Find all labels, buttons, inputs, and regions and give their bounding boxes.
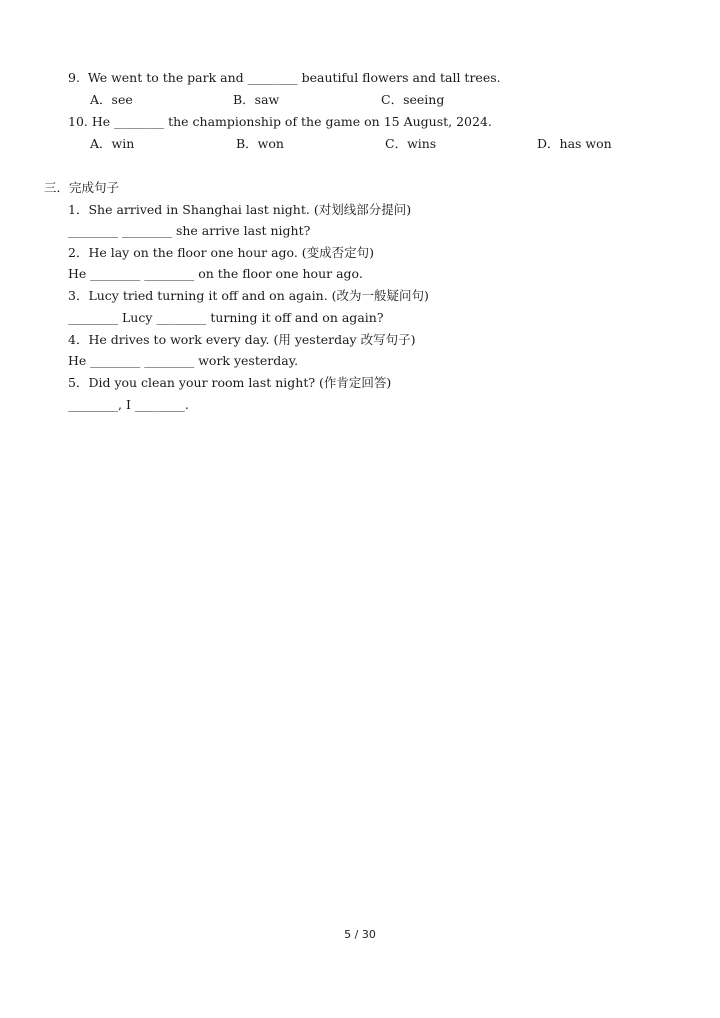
sentence-5-answer: ________, I ________. bbox=[68, 397, 189, 412]
sentence-2-answer: He ________ ________ on the floor one hour ago. bbox=[68, 266, 363, 281]
sentence-1-prompt: 1．She arrived in Shanghai last night. (对划线部分提问) bbox=[68, 202, 412, 217]
question-9-option-a: A．see bbox=[90, 92, 133, 107]
sentence-4-prompt: 4．He drives to work every day. (用 yesterday 改写句子) bbox=[68, 332, 416, 347]
sentence-5-prompt: 5．Did you clean your room last night? (作肯定回答) bbox=[68, 375, 392, 390]
page-number: 5 / 30 bbox=[344, 928, 376, 941]
sentence-3-prompt: 3．Lucy tried turning it off and on again. (改为一般疑问句) bbox=[68, 288, 429, 303]
question-10-option-b: B．won bbox=[236, 136, 284, 151]
question-10-option-c: C．wins bbox=[385, 136, 437, 151]
question-10-option-d: D．has won bbox=[537, 136, 612, 151]
section-heading: 三．完成句子 bbox=[44, 180, 120, 195]
sentence-2-prompt: 2．He lay on the floor one hour ago. (变成否定句) bbox=[68, 245, 375, 260]
question-9-option-c: C．seeing bbox=[381, 92, 445, 107]
sentence-1-answer: ________ ________ she arrive last night? bbox=[68, 223, 311, 238]
question-10-option-a: A．win bbox=[90, 136, 135, 151]
sentence-4-answer: He ________ ________ work yesterday. bbox=[68, 353, 299, 368]
question-10-stem: 10. He ________ the championship of the game on 15 August, 2024. bbox=[68, 114, 492, 129]
question-9-stem: 9. We went to the park and ________ beautiful flowers and tall trees. bbox=[68, 70, 501, 85]
question-9-option-b: B．saw bbox=[233, 92, 280, 107]
sentence-3-answer: ________ Lucy ________ turning it off and on again? bbox=[68, 310, 384, 325]
